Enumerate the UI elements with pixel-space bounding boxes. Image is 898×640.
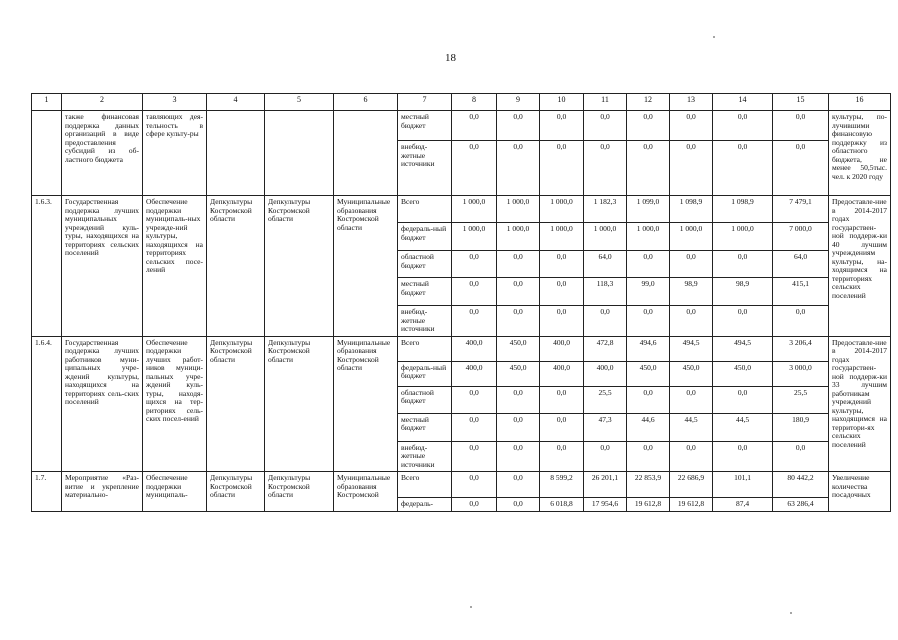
year-amount-cell: 0,0 bbox=[497, 413, 540, 441]
year-amount-cell: 0,0 bbox=[584, 111, 627, 141]
program-measures-table bbox=[31, 93, 891, 512]
total-amount-cell: 64,0 bbox=[773, 251, 829, 278]
total-amount-cell: 180,9 bbox=[773, 413, 829, 441]
year-amount-cell: 1 098,9 bbox=[713, 196, 773, 223]
funding-source-cell: внебюд-жетные источники bbox=[398, 141, 452, 196]
column-number-header: 14 bbox=[713, 94, 773, 111]
year-amount-cell: 0,0 bbox=[670, 141, 713, 196]
year-amount-cell: 0,0 bbox=[497, 498, 540, 512]
responsible-executor-cell: Депкультуры Костромской области bbox=[207, 336, 265, 472]
total-amount-cell: 7 000,0 bbox=[773, 223, 829, 251]
year-amount-cell: 17 954,6 bbox=[584, 498, 627, 512]
column-number-header: 11 bbox=[584, 94, 627, 111]
year-amount-cell: 0,0 bbox=[452, 498, 497, 512]
table-row bbox=[32, 472, 891, 498]
total-amount-cell: 3 206,4 bbox=[773, 336, 829, 361]
column-number-header: 5 bbox=[265, 94, 334, 111]
year-amount-cell: 1 099,0 bbox=[627, 196, 670, 223]
column-number-header: 8 bbox=[452, 94, 497, 111]
total-amount-cell: 63 286,4 bbox=[773, 498, 829, 512]
year-amount-cell: 400,0 bbox=[540, 361, 584, 386]
funding-source-cell: областной бюджет bbox=[398, 251, 452, 278]
table-row bbox=[32, 336, 891, 361]
total-amount-cell: 7 479,1 bbox=[773, 196, 829, 223]
year-amount-cell: 0,0 bbox=[497, 441, 540, 472]
year-amount-cell: 0,0 bbox=[713, 441, 773, 472]
table-row bbox=[32, 111, 891, 141]
year-amount-cell: 98,9 bbox=[670, 278, 713, 306]
funding-source-cell: федераль-ный бюджет bbox=[398, 361, 452, 386]
funding-source-cell: областной бюджет bbox=[398, 386, 452, 413]
year-amount-cell: 19 612,8 bbox=[670, 498, 713, 512]
year-amount-cell: 450,0 bbox=[497, 361, 540, 386]
total-amount-cell: 3 000,0 bbox=[773, 361, 829, 386]
year-amount-cell: 1 000,0 bbox=[452, 223, 497, 251]
measure-goal-cell: Обеспечение поддержки муниципаль-ных учрежде-ний культуры, находящихся на территориях сельских посе-лений bbox=[143, 196, 207, 337]
coexecutor-cell: Депкультуры Костромской области bbox=[265, 336, 334, 472]
measure-number-cell bbox=[32, 111, 62, 196]
year-amount-cell: 0,0 bbox=[670, 306, 713, 337]
year-amount-cell: 1 000,0 bbox=[670, 223, 713, 251]
year-amount-cell: 1 000,0 bbox=[540, 196, 584, 223]
year-amount-cell: 87,4 bbox=[713, 498, 773, 512]
year-amount-cell: 472,8 bbox=[584, 336, 627, 361]
year-amount-cell: 0,0 bbox=[627, 141, 670, 196]
year-amount-cell: 101,1 bbox=[713, 472, 773, 498]
year-amount-cell: 0,0 bbox=[670, 441, 713, 472]
funding-source-cell: местный бюджет bbox=[398, 413, 452, 441]
year-amount-cell: 47,3 bbox=[584, 413, 627, 441]
participant-cell bbox=[334, 111, 398, 196]
year-amount-cell: 1 182,3 bbox=[584, 196, 627, 223]
year-amount-cell: 0,0 bbox=[713, 306, 773, 337]
column-number-header: 2 bbox=[62, 94, 143, 111]
funding-source-cell: местный бюджет bbox=[398, 278, 452, 306]
year-amount-cell: 0,0 bbox=[627, 386, 670, 413]
year-amount-cell: 0,0 bbox=[627, 441, 670, 472]
participant-cell: Муниципальные образования Костромской bbox=[334, 472, 398, 512]
year-amount-cell: 0,0 bbox=[713, 251, 773, 278]
year-amount-cell: 450,0 bbox=[670, 361, 713, 386]
measure-number-cell: 1.6.4. bbox=[32, 336, 62, 472]
expected-result-cell: культуры, по-лучившими финансовую поддержку из областного бюджета, не менее 50,5тыс. чел. к 2020 году bbox=[829, 111, 891, 196]
year-amount-cell: 22 853,9 bbox=[627, 472, 670, 498]
year-amount-cell: 0,0 bbox=[627, 306, 670, 337]
year-amount-cell: 0,0 bbox=[670, 386, 713, 413]
year-amount-cell: 494,6 bbox=[627, 336, 670, 361]
year-amount-cell: 0,0 bbox=[540, 111, 584, 141]
page-number: 18 bbox=[445, 52, 456, 64]
year-amount-cell: 494,5 bbox=[713, 336, 773, 361]
year-amount-cell: 0,0 bbox=[452, 386, 497, 413]
year-amount-cell: 1 000,0 bbox=[497, 196, 540, 223]
year-amount-cell: 44,5 bbox=[670, 413, 713, 441]
table-header-row bbox=[32, 94, 891, 111]
year-amount-cell: 0,0 bbox=[452, 441, 497, 472]
measure-number-cell: 1.6.3. bbox=[32, 196, 62, 337]
expected-result-cell: Предоставле-ние в 2014-2017 годах государствен-ной поддерж-ки 33 лучшим работникам учреждений культуры, находящимся на территори-ях сельских поселений bbox=[829, 336, 891, 472]
coexecutor-cell: Депкультуры Костромской области bbox=[265, 196, 334, 337]
funding-source-cell: Всего bbox=[398, 336, 452, 361]
year-amount-cell: 98,9 bbox=[713, 278, 773, 306]
year-amount-cell: 1 000,0 bbox=[584, 223, 627, 251]
column-number-header: 10 bbox=[540, 94, 584, 111]
year-amount-cell: 0,0 bbox=[584, 141, 627, 196]
column-number-header: 3 bbox=[143, 94, 207, 111]
year-amount-cell: 1 098,9 bbox=[670, 196, 713, 223]
year-amount-cell: 400,0 bbox=[584, 361, 627, 386]
coexecutor-cell bbox=[265, 111, 334, 196]
year-amount-cell: 1 000,0 bbox=[713, 223, 773, 251]
responsible-executor-cell: Депкультуры Костромской области bbox=[207, 196, 265, 337]
column-number-header: 4 bbox=[207, 94, 265, 111]
year-amount-cell: 450,0 bbox=[627, 361, 670, 386]
responsible-executor-cell: Депкультуры Костромской области bbox=[207, 472, 265, 512]
year-amount-cell: 6 018,8 bbox=[540, 498, 584, 512]
year-amount-cell: 1 000,0 bbox=[627, 223, 670, 251]
year-amount-cell: 8 599,2 bbox=[540, 472, 584, 498]
year-amount-cell: 0,0 bbox=[540, 251, 584, 278]
year-amount-cell: 0,0 bbox=[497, 306, 540, 337]
year-amount-cell: 1 000,0 bbox=[540, 223, 584, 251]
year-amount-cell: 400,0 bbox=[452, 361, 497, 386]
year-amount-cell: 450,0 bbox=[497, 336, 540, 361]
expected-result-cell: Предоставле-ние в 2014-2017 годах государствен-ной поддерж-ки 40 лучшим учреждениям культуры, на-ходящимся на территориях сельских поселений bbox=[829, 196, 891, 337]
year-amount-cell: 0,0 bbox=[584, 441, 627, 472]
year-amount-cell: 0,0 bbox=[670, 111, 713, 141]
year-amount-cell: 0,0 bbox=[452, 413, 497, 441]
column-number-header: 13 bbox=[670, 94, 713, 111]
year-amount-cell: 26 201,1 bbox=[584, 472, 627, 498]
measure-goal-cell: тавляющих дея-тельность в сфере культу-ры bbox=[143, 111, 207, 196]
year-amount-cell: 0,0 bbox=[452, 306, 497, 337]
year-amount-cell: 0,0 bbox=[540, 141, 584, 196]
total-amount-cell: 0,0 bbox=[773, 441, 829, 472]
table-row bbox=[32, 196, 891, 223]
year-amount-cell: 25,5 bbox=[584, 386, 627, 413]
column-number-header: 15 bbox=[773, 94, 829, 111]
year-amount-cell: 0,0 bbox=[452, 278, 497, 306]
funding-source-cell: федераль- bbox=[398, 498, 452, 512]
year-amount-cell: 22 686,9 bbox=[670, 472, 713, 498]
total-amount-cell: 80 442,2 bbox=[773, 472, 829, 498]
year-amount-cell: 0,0 bbox=[452, 251, 497, 278]
year-amount-cell: 99,0 bbox=[627, 278, 670, 306]
year-amount-cell: 44,6 bbox=[627, 413, 670, 441]
column-number-header: 6 bbox=[334, 94, 398, 111]
column-number-header: 1 bbox=[32, 94, 62, 111]
funding-source-cell: внебюд-жетные источники bbox=[398, 441, 452, 472]
year-amount-cell: 0,0 bbox=[713, 111, 773, 141]
year-amount-cell: 0,0 bbox=[540, 306, 584, 337]
column-number-header: 16 bbox=[829, 94, 891, 111]
year-amount-cell: 0,0 bbox=[540, 413, 584, 441]
coexecutor-cell: Депкультуры Костромской области bbox=[265, 472, 334, 512]
scan-speck bbox=[470, 606, 472, 608]
scan-speck bbox=[790, 612, 792, 614]
year-amount-cell: 19 612,8 bbox=[627, 498, 670, 512]
year-amount-cell: 0,0 bbox=[713, 386, 773, 413]
column-number-header: 12 bbox=[627, 94, 670, 111]
year-amount-cell: 400,0 bbox=[540, 336, 584, 361]
participant-cell: Муниципальные образования Костромской области bbox=[334, 196, 398, 337]
total-amount-cell: 415,1 bbox=[773, 278, 829, 306]
year-amount-cell: 118,3 bbox=[584, 278, 627, 306]
year-amount-cell: 1 000,0 bbox=[497, 223, 540, 251]
measure-number-cell: 1.7. bbox=[32, 472, 62, 512]
year-amount-cell: 400,0 bbox=[452, 336, 497, 361]
measure-goal-cell: Обеспечение поддержки лучших работ-ников муници-пальных учре-ждений куль-туры, находя-щихся на тер-риториях сель-ских посел-ений bbox=[143, 336, 207, 472]
year-amount-cell: 494,5 bbox=[670, 336, 713, 361]
year-amount-cell: 0,0 bbox=[452, 111, 497, 141]
year-amount-cell: 0,0 bbox=[627, 251, 670, 278]
year-amount-cell: 0,0 bbox=[627, 111, 670, 141]
year-amount-cell: 0,0 bbox=[452, 141, 497, 196]
year-amount-cell: 0,0 bbox=[670, 251, 713, 278]
funding-source-cell: Всего bbox=[398, 472, 452, 498]
participant-cell: Муниципальные образования Костромской области bbox=[334, 336, 398, 472]
year-amount-cell: 0,0 bbox=[497, 278, 540, 306]
funding-source-cell: федераль-ный бюджет bbox=[398, 223, 452, 251]
year-amount-cell: 0,0 bbox=[713, 141, 773, 196]
year-amount-cell: 0,0 bbox=[584, 306, 627, 337]
funding-source-cell: Всего bbox=[398, 196, 452, 223]
measure-name-cell: также финансовая поддержка данных организаций в виде предоставления субсидий из об-ластного бюджета bbox=[62, 111, 143, 196]
year-amount-cell: 0,0 bbox=[452, 472, 497, 498]
expected-result-cell: Увеличение количества посадочных bbox=[829, 472, 891, 512]
responsible-executor-cell bbox=[207, 111, 265, 196]
total-amount-cell: 0,0 bbox=[773, 111, 829, 141]
measure-name-cell: Государственная поддержка лучших муниципальных учреждений куль-туры, находящихся на территориях сельских поселений bbox=[62, 196, 143, 337]
measure-name-cell: Мероприятие «Раз-витие и укрепление материально- bbox=[62, 472, 143, 512]
year-amount-cell: 0,0 bbox=[540, 441, 584, 472]
year-amount-cell: 44,5 bbox=[713, 413, 773, 441]
total-amount-cell: 0,0 bbox=[773, 141, 829, 196]
measure-name-cell: Государственная поддержка лучших работников муни-ципальных учре-ждений культуры, находящихся на территориях сель-ских поселений bbox=[62, 336, 143, 472]
year-amount-cell: 1 000,0 bbox=[452, 196, 497, 223]
year-amount-cell: 0,0 bbox=[497, 472, 540, 498]
year-amount-cell: 450,0 bbox=[713, 361, 773, 386]
funding-source-cell: местный бюджет bbox=[398, 111, 452, 141]
year-amount-cell: 64,0 bbox=[584, 251, 627, 278]
year-amount-cell: 0,0 bbox=[497, 386, 540, 413]
column-number-header: 7 bbox=[398, 94, 452, 111]
total-amount-cell: 25,5 bbox=[773, 386, 829, 413]
year-amount-cell: 0,0 bbox=[497, 251, 540, 278]
measure-goal-cell: Обеспечение поддержки муниципаль- bbox=[143, 472, 207, 512]
year-amount-cell: 0,0 bbox=[540, 386, 584, 413]
total-amount-cell: 0,0 bbox=[773, 306, 829, 337]
year-amount-cell: 0,0 bbox=[540, 278, 584, 306]
year-amount-cell: 0,0 bbox=[497, 141, 540, 196]
funding-source-cell: внебюд-жетные источники bbox=[398, 306, 452, 337]
year-amount-cell: 0,0 bbox=[497, 111, 540, 141]
scan-speck bbox=[713, 36, 715, 38]
column-number-header: 9 bbox=[497, 94, 540, 111]
